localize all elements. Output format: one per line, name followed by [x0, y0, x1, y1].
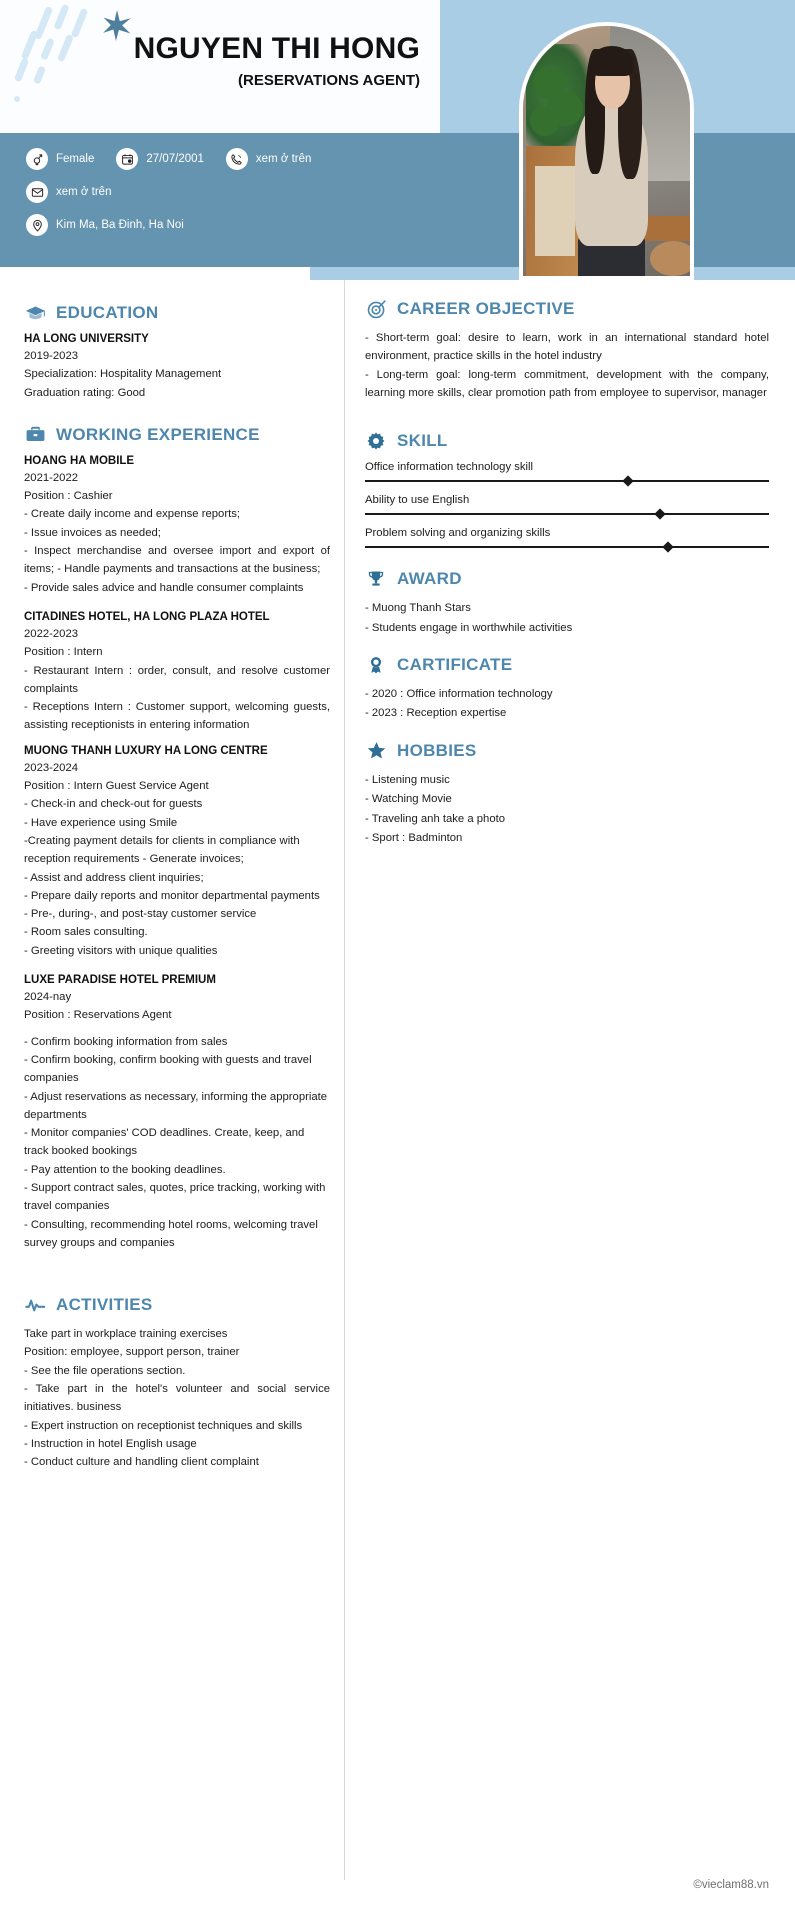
contact-birthday: [116, 148, 204, 170]
job-bullet: - Have experience using Smile: [24, 816, 178, 829]
job-bullet: - Prepare daily reports and monitor departmental payments: [24, 889, 320, 902]
section-title-activities: ACTIVITIES: [56, 1295, 153, 1315]
skill-row: [365, 461, 769, 482]
envelope-icon: [26, 181, 48, 203]
hobby-item: - Listening music: [365, 773, 450, 786]
activity-line: Take part in workplace training exercises: [24, 1328, 228, 1341]
experience-item: [24, 611, 330, 735]
target-icon: [365, 298, 387, 320]
hobby-item: - Traveling anh take a photo: [365, 812, 506, 825]
activity-line: - Instruction in hotel English usage: [24, 1437, 197, 1450]
job-company: MUONG THANH LUXURY HA LONG CENTRE: [24, 744, 268, 757]
header-accent-strip-left: [310, 267, 440, 280]
job-years: 2024-nay: [24, 991, 72, 1004]
skill-row: [365, 494, 769, 515]
certificate-badge-icon: [365, 654, 387, 676]
job-bullet: - Inspect merchandise and oversee import and export of items; - Handle payments and transactions at the business;: [24, 545, 330, 576]
section-title-experience: WORKING EXPERIENCE: [56, 424, 260, 444]
section-title-education: EDUCATION: [56, 303, 159, 322]
award-item: - Muong Thanh Stars: [365, 602, 471, 615]
section-title-award: AWARD: [397, 569, 462, 589]
job-bullet: -Creating payment details for clients in compliance with reception requirements - Generate invoices;: [24, 834, 300, 866]
job-bullet: - Adjust reservations as necessary, informing the appropriate departments: [24, 1090, 328, 1121]
contact-phone[interactable]: [226, 148, 311, 170]
phone-value: xem ở trên: [255, 153, 312, 165]
calendar-icon: [116, 148, 138, 170]
birthday-value: 27/07/2001: [146, 153, 204, 165]
education-years: 2019-2023: [24, 350, 79, 362]
job-bullet: - Support contract sales, quotes, price tracking, working with travel companies: [24, 1181, 326, 1213]
contact-info-group: [26, 148, 426, 247]
email-value: xem ở trên: [56, 186, 112, 198]
left-column: [0, 280, 345, 1880]
skill-label: Problem solving and organizing skills: [365, 527, 551, 540]
briefcase-icon: [24, 424, 46, 446]
star-icon: [365, 740, 387, 762]
section-header-skill: [365, 430, 769, 452]
gender-value: Female: [56, 153, 95, 165]
section-title-certificate: CARTIFICATE: [397, 655, 513, 675]
skill-row: [365, 527, 769, 548]
footer-credit: ©vieclam88.vn: [693, 1879, 769, 1891]
hobby-item: - Sport : Badminton: [365, 832, 463, 845]
activity-line: - See the file operations section.: [24, 1364, 186, 1377]
section-header-experience: [24, 424, 330, 446]
section-header-certificate: [365, 654, 769, 676]
experience-item: [24, 974, 330, 1252]
section-header-objective: [365, 298, 769, 320]
job-bullet: - Room sales consulting.: [24, 926, 148, 939]
section-title-objective: CAREER OBJECTIVE: [397, 299, 575, 318]
job-bullet: - Receptions Intern : Customer support, welcoming guests, assisting receptionists in entering information: [24, 701, 330, 732]
job-position: Position : Intern Guest Service Agent: [24, 780, 209, 793]
job-bullet: - Pre-, during-, and post-stay customer service: [24, 908, 257, 921]
activity-line: Position: employee, support person, trainer: [24, 1346, 240, 1359]
section-title-skill: SKILL: [397, 431, 448, 451]
certificate-item: - 2023 : Reception expertise: [365, 707, 507, 720]
section-title-hobbies: HOBBIES: [397, 740, 477, 760]
skill-slider[interactable]: [365, 546, 769, 548]
skill-label: Office information technology skill: [365, 461, 534, 474]
pulse-icon: [24, 1294, 46, 1316]
job-years: 2023-2024: [24, 761, 79, 774]
skill-slider-handle[interactable]: [662, 542, 673, 553]
job-bullet: - Confirm booking, confirm booking with guests and travel companies: [24, 1053, 312, 1085]
job-bullet: - Provide sales advice and handle consumer complaints: [24, 581, 304, 594]
contact-gender: [26, 148, 94, 170]
job-bullet: - Create daily income and expense reports;: [24, 508, 241, 521]
skill-slider[interactable]: [365, 480, 769, 482]
job-bullet: - Check-in and check-out for guests: [24, 798, 203, 811]
address-value: Kim Ma, Ba Đinh, Ha Noi: [56, 219, 184, 231]
phone-icon: [226, 148, 248, 170]
job-bullet: - Confirm booking information from sales: [24, 1035, 228, 1048]
section-header-hobbies: [365, 740, 769, 762]
cv-body: [0, 280, 795, 1880]
job-bullet: - Issue invoices as needed;: [24, 526, 161, 539]
job-company: CITADINES HOTEL, HA LONG PLAZA HOTEL: [24, 610, 270, 623]
job-bullet: - Monitor companies' COD deadlines. Create, keep, and track booked bookings: [24, 1127, 305, 1158]
contact-row-1: [26, 148, 426, 170]
job-role-subtitle: (RESERVATIONS AGENT): [238, 72, 420, 89]
section-header-education: [24, 302, 330, 324]
job-bullet: - Restaurant Intern : order, consult, and resolve customer complaints: [24, 664, 330, 695]
certificate-item: - 2020 : Office information technology: [365, 688, 553, 701]
gender-icon: [26, 148, 48, 170]
right-column: [345, 280, 795, 849]
section-header-award: [365, 568, 769, 590]
trophy-icon: [365, 568, 387, 590]
page-title: NGUYEN THI HONG: [133, 32, 420, 65]
hobby-item: - Watching Movie: [365, 793, 452, 806]
education-rating: Graduation rating: Good: [24, 386, 146, 399]
contact-address: [26, 214, 184, 236]
education-specialization: Specialization: Hospitality Management: [24, 368, 222, 381]
award-item: - Students engage in worthwhile activities: [365, 621, 573, 634]
cv-header: [0, 0, 795, 280]
job-years: 2021-2022: [24, 471, 79, 484]
skill-slider-handle[interactable]: [654, 509, 665, 520]
contact-row-3: [26, 214, 426, 236]
job-position: Position : Cashier: [24, 490, 113, 503]
job-position: Position : Reservations Agent: [24, 1009, 172, 1022]
job-position: Position : Intern: [24, 646, 103, 659]
profile-photo: [523, 26, 690, 276]
location-pin-icon: [26, 214, 48, 236]
experience-item: [24, 455, 330, 597]
section-header-activities: [24, 1294, 330, 1316]
skill-slider-handle[interactable]: [622, 476, 633, 487]
activity-line: - Conduct culture and handling client complaint: [24, 1456, 259, 1469]
job-years: 2022-2023: [24, 627, 79, 640]
job-bullet: - Pay attention to the booking deadlines.: [24, 1163, 226, 1176]
job-bullet: - Consulting, recommending hotel rooms, welcoming travel survey groups and companies: [24, 1218, 318, 1249]
education-school: HA LONG UNIVERSITY: [24, 333, 149, 345]
avatar: [519, 22, 694, 280]
job-bullet: - Assist and address client inquiries;: [24, 871, 204, 884]
activity-line: - Take part in the hotel's volunteer and social service initiatives. business: [24, 1383, 330, 1414]
skill-label: Ability to use English: [365, 494, 470, 507]
job-company: LUXE PARADISE HOTEL PREMIUM: [24, 974, 216, 987]
objective-paragraph: - Long-term goal: long-term commitment, development with the company, learning more skills, clear promotion path from employee to supervisor, manager: [365, 368, 769, 399]
graduation-cap-icon: [24, 302, 46, 324]
job-bullet: - Greeting visitors with unique qualities: [24, 944, 218, 957]
skill-slider[interactable]: [365, 513, 769, 515]
activity-line: - Expert instruction on receptionist techniques and skills: [24, 1419, 303, 1432]
objective-paragraph: - Short-term goal: desire to learn, work in an international standard hotel environment, practice skills in the hotel industry: [365, 332, 769, 363]
job-company: HOANG HA MOBILE: [24, 454, 135, 467]
gear-icon: [365, 430, 387, 452]
contact-row-2: [26, 181, 426, 203]
contact-email[interactable]: [26, 181, 111, 203]
experience-item: [24, 745, 330, 960]
